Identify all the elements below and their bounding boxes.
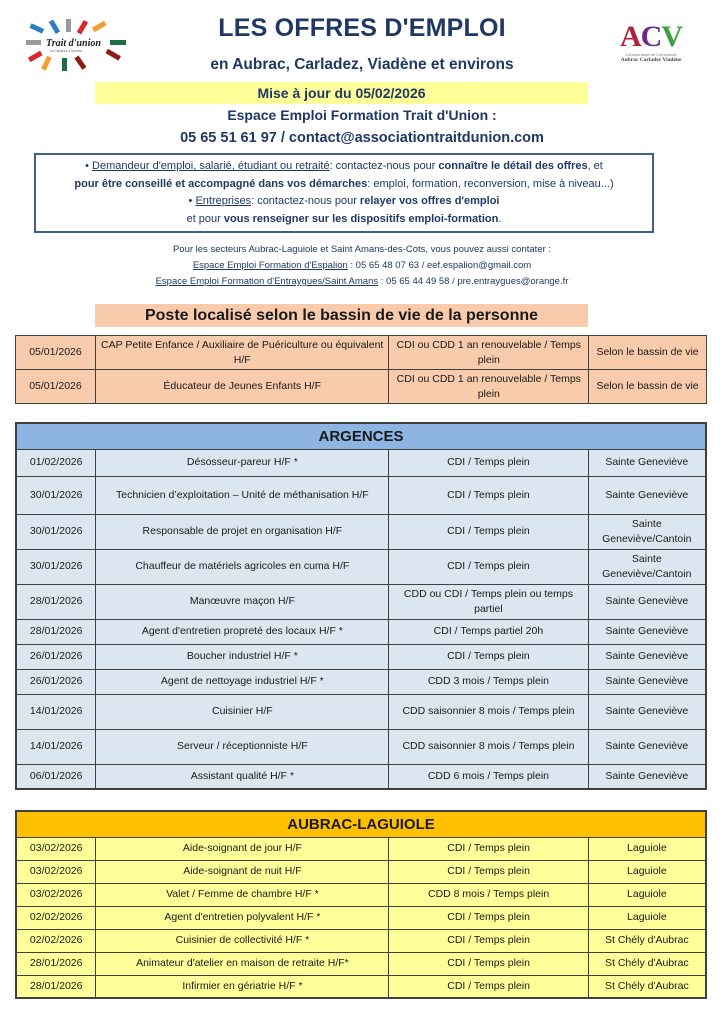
cell-contract: CDD ou CDI / Temps plein ou temps partiel [389, 584, 588, 619]
cell-location: Sainte Geneviève [588, 764, 706, 789]
svg-text:du Carladez à l'Aubrac: du Carladez à l'Aubrac [50, 49, 83, 53]
cell-contract: CDD saisonnier 8 mois / Temps plein [389, 729, 588, 764]
cell-location: Laguiole [588, 883, 706, 906]
table-row [16, 669, 706, 694]
bullet-icon: • [85, 160, 89, 172]
cell-job-title: Aide-soignant de jour H/F [96, 837, 389, 860]
table-row [16, 619, 706, 644]
update-date-banner: Mise à jour du 05/02/2026 [95, 82, 588, 104]
page-subtitle: en Aubrac, Carladez, Viadène et environs [210, 56, 514, 73]
cell-job-title: Aide-soignant de nuit H/F [96, 860, 389, 883]
cell-location: Sainte Geneviève [588, 729, 706, 764]
table-row [16, 694, 706, 729]
organization-name: Espace Emploi Formation Trait d'Union : [227, 107, 497, 123]
cell-contract: CDD 8 mois / Temps plein [389, 883, 588, 906]
acv-subtitle: Communauté de Communes [625, 52, 677, 57]
cell-date: 28/01/2026 [16, 952, 96, 975]
table-row [16, 584, 706, 619]
table-row [16, 929, 706, 952]
cell-location: Sainte Geneviève [588, 449, 706, 476]
info-line-jobseekers: • Demandeur d'emploi, salarié, étudiant ou retraité: contactez-nous pour connaître le détail des offres, et [85, 160, 603, 172]
cell-job-title: Assistant qualité H/F * [96, 764, 389, 789]
table-aubrac-laguiole [15, 810, 707, 999]
cell-location: St Chély d'Aubrac [588, 975, 706, 998]
cell-date: 03/02/2026 [16, 837, 96, 860]
cell-date: 30/01/2026 [16, 514, 96, 549]
table-row [16, 514, 706, 549]
cell-job-title: Cuisinier de collectivité H/F * [96, 929, 389, 952]
cell-job-title: Cuisinier H/F [96, 694, 389, 729]
info-line-support: pour être conseillé et accompagné dans vos démarches: emploi, formation, reconversion, mise à niveau...) [74, 177, 614, 190]
cell-location: Laguiole [588, 860, 706, 883]
cell-job-title: Technicien d’exploitation – Unité de méthanisation H/F [96, 476, 389, 514]
table-argences [15, 422, 707, 790]
table-row [16, 883, 706, 906]
cell-job-title: Agent d'entretien polyvalent H/F * [96, 906, 389, 929]
svg-text:Trait d'union: Trait d'union [46, 38, 101, 49]
cell-contract: CDD saisonnier 8 mois / Temps plein [389, 694, 588, 729]
entraygues-link[interactable]: Espace Emploi Formation d'Entraygues/Saint Amans [155, 276, 379, 287]
table-row [16, 837, 706, 860]
cell-location: Sainte Geneviève/Cantoin [588, 514, 706, 549]
cell-contract: CDD 3 mois / Temps plein [389, 669, 588, 694]
cell-job-title: Boucher industriel H/F * [96, 644, 389, 669]
cell-date: 05/01/2026 [16, 370, 96, 404]
cell-job-title: CAP Petite Enfance / Auxiliaire de Puériculture ou équivalent H/F [95, 336, 388, 370]
espalion-link[interactable]: Espace Emploi Formation d'Espalion [192, 260, 348, 271]
section-title-aubrac: AUBRAC-LAGUIOLE [16, 811, 706, 837]
cell-date: 30/01/2026 [16, 476, 96, 514]
cell-contract: CDI / Temps plein [389, 952, 588, 975]
cell-contract: CDI / Temps plein [389, 644, 588, 669]
cell-contract: CDI ou CDD 1 an renouvelable / Temps plein [389, 336, 589, 370]
cell-location: St Chély d'Aubrac [588, 952, 706, 975]
cell-contract: CDI / Temps plein [389, 549, 588, 584]
cell-location: Selon le bassin de vie [589, 336, 707, 370]
table-row [16, 644, 706, 669]
cell-contract: CDI / Temps plein [389, 476, 588, 514]
info-box [34, 153, 654, 233]
table-row [16, 860, 706, 883]
cell-date: 01/02/2026 [16, 449, 96, 476]
cell-date: 14/01/2026 [16, 694, 96, 729]
cell-job-title: Agent d'entretien propreté des locaux H/F * [96, 619, 389, 644]
cell-location: Sainte Geneviève [588, 694, 706, 729]
cell-job-title: Infirmier en gériatrie H/F * [96, 975, 389, 998]
cell-date: 28/01/2026 [16, 975, 96, 998]
cell-contract: CDI / Temps plein [389, 449, 588, 476]
table-row [16, 729, 706, 764]
table-row [16, 975, 706, 998]
cell-job-title: Éducateur de Jeunes Enfants H/F [95, 370, 388, 404]
cell-date: 30/01/2026 [16, 549, 96, 584]
cell-job-title: Manœuvre maçon H/F [96, 584, 389, 619]
cell-contract: CDI / Temps plein [389, 975, 588, 998]
section-title-argences: ARGENCES [16, 423, 706, 449]
secondary-intro: Pour les secteurs Aubrac-Laguiole et Saint Amans-des-Cots, vous pouvez aussi contater : [172, 244, 552, 255]
cell-location: Selon le bassin de vie [589, 370, 707, 404]
cell-location: Sainte Geneviève [588, 669, 706, 694]
cell-date: 03/02/2026 [16, 883, 96, 906]
page-title: LES OFFRES D'EMPLOI [218, 14, 506, 42]
table-bassin [15, 335, 707, 404]
table-row [16, 476, 706, 514]
cell-location: St Chély d'Aubrac [588, 929, 706, 952]
table-row [16, 370, 707, 404]
table-row [16, 449, 706, 476]
cell-date: 02/02/2026 [16, 929, 96, 952]
acv-territory: Aubrac Carladez Viadène [620, 57, 682, 63]
cell-contract: CDI / Temps plein [389, 514, 588, 549]
cell-location: Sainte Geneviève [588, 476, 706, 514]
bullet-icon: • [188, 195, 193, 207]
cell-date: 28/01/2026 [16, 619, 96, 644]
cell-location: Sainte Geneviève [588, 644, 706, 669]
table-row [16, 764, 706, 789]
cell-contract: CDI / Temps plein [389, 929, 588, 952]
cell-location: Sainte Geneviève/Cantoin [588, 549, 706, 584]
cell-date: 26/01/2026 [16, 669, 96, 694]
cell-contract: CDD 6 mois / Temps plein [389, 764, 588, 789]
table-row [16, 952, 706, 975]
cell-date: 06/01/2026 [16, 764, 96, 789]
cell-contract: CDI ou CDD 1 an renouvelable / Temps plein [389, 370, 589, 404]
contact-info[interactable]: 05 65 51 61 97 / contact@associationtraitdunion.com [180, 130, 544, 146]
info-line-training: et pour vous renseigner sur les dispositifs emploi-formation. [186, 212, 502, 225]
cell-date: 03/02/2026 [16, 860, 96, 883]
cell-job-title: Désosseur-pareur H/F * [96, 449, 389, 476]
cell-date: 14/01/2026 [16, 729, 96, 764]
cell-job-title: Animateur d'atelier en maison de retraite H/F* [96, 952, 389, 975]
cell-location: Laguiole [588, 906, 706, 929]
cell-job-title: Responsable de projet en organisation H/F [96, 514, 389, 549]
cell-contract: CDI / Temps partiel 20h [389, 619, 588, 644]
table-row [16, 336, 707, 370]
cell-job-title: Chauffeur de matériels agricoles en cuma H/F [96, 549, 389, 584]
cell-date: 26/01/2026 [16, 644, 96, 669]
info-line-companies: • Entreprises: contactez-nous pour relayer vos offres d'emploi [188, 195, 500, 207]
cell-date: 05/01/2026 [16, 336, 96, 370]
cell-contract: CDI / Temps plein [389, 837, 588, 860]
table-row [16, 906, 706, 929]
cell-location: Sainte Geneviève [588, 584, 706, 619]
table-row [16, 549, 706, 584]
cell-date: 02/02/2026 [16, 906, 96, 929]
cell-date: 28/01/2026 [16, 584, 96, 619]
cell-job-title: Valet / Femme de chambre H/F * [96, 883, 389, 906]
cell-contract: CDI / Temps plein [389, 860, 588, 883]
secondary-contacts [0, 242, 724, 290]
cell-job-title: Serveur / réceptionniste H/F [96, 729, 389, 764]
acv-wordmark: ACV [619, 20, 682, 53]
section-title-bassin: Poste localisé selon le bassin de vie de la personne [95, 304, 588, 327]
espalion-contact: Espace Emploi Formation d'Espalion : 05 65 48 07 63 / eef.espalion@gmail.com [192, 260, 532, 271]
cell-location: Sainte Geneviève [588, 619, 706, 644]
cell-contract: CDI / Temps plein [389, 906, 588, 929]
cell-location: Laguiole [588, 837, 706, 860]
entraygues-contact: Espace Emploi Formation d'Entraygues/Saint Amans : 05 65 44 49 58 / pre.entraygues@orange.fr [155, 276, 569, 287]
cell-job-title: Agent de nettoyage industriel H/F * [96, 669, 389, 694]
